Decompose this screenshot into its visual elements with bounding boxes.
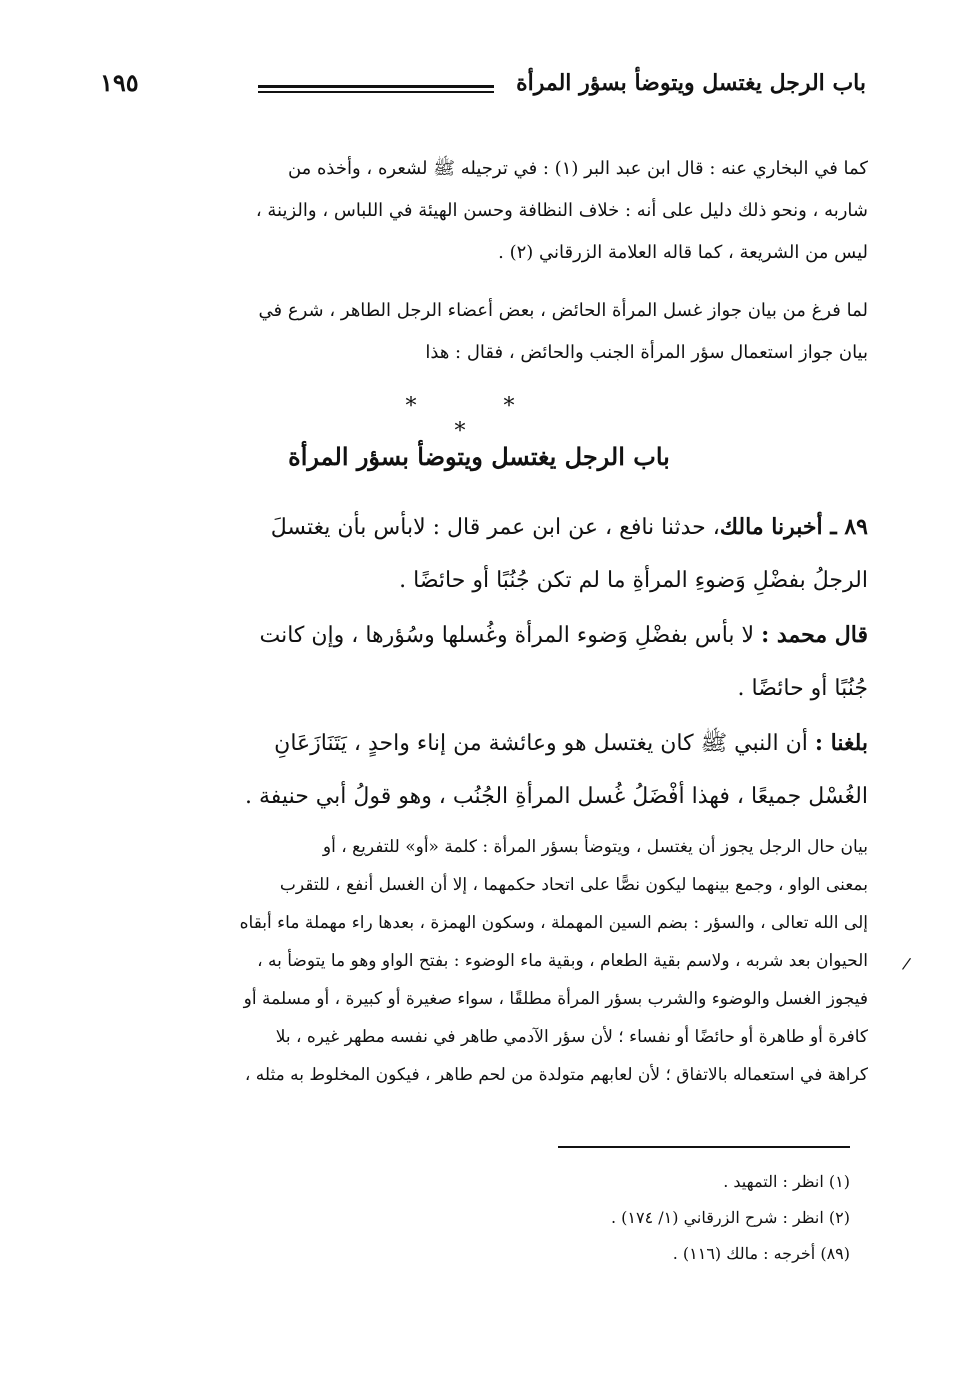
header-rule — [258, 85, 494, 93]
commentary — [98, 828, 868, 1094]
balaghana-text: أن النبي ﷺ كان يغتسل هو وعائشة من إناء واحدٍ ، يَتَنَازَعَانِ — [274, 731, 808, 756]
footnote: (٢) انظر : شرح الزرقاني (١/ ١٧٤) . — [610, 1208, 850, 1227]
text-line: فيجوز الغسل والوضوء والشرب بسؤر المرأة مطلقًا ، سواء صغيرة أو كبيرة ، أو مسلمة أو — [243, 989, 868, 1009]
text-line: بيان جواز استعمال سؤر المرأة الجنب والحائض ، فقال : هذا — [425, 342, 868, 363]
text-line: بيان حال الرجل يجوز أن يغتسل ، ويتوضأ بسؤر المرأة : كلمة «أو» للتفريع ، أو — [322, 837, 868, 857]
text-line: كراهة في استعماله بالاتفاق ؛ لأن لعابهم متولدة من لحم طاهر ، فيكون المخلوط به مثله ، — [244, 1065, 868, 1085]
text-line: كما في البخاري عنه : قال ابن عبد البر (١) : في ترجيله ﷺ لشعره ، وأخذه من — [287, 158, 868, 179]
text-line: ليس من الشريعة ، كما قاله العلامة الزرقاني (٢) . — [498, 242, 868, 263]
running-header — [100, 66, 866, 110]
footnote-divider — [558, 1146, 850, 1148]
text-line: كافرة أو طاهرة أو حائضًا أو نفساء ؛ لأن سؤر الآدمي طاهر في نفسه مطهر غيره ، بلا — [275, 1027, 868, 1047]
text-line: شاربه ، ونحو ذلك دليل على أنه : خلاف النظافة وحسن الهيئة في اللباس ، والزينة ، — [255, 200, 868, 221]
text-line — [98, 716, 868, 770]
footnote: (١) انظر : التمهيد . — [723, 1172, 850, 1191]
running-title: باب الرجل يغتسل ويتوضأ بسؤر المرأة — [516, 70, 866, 96]
hadith-text: ، حدثنا نافع ، عن ابن عمر قال : لابأس بأن يغتسلَ — [270, 515, 720, 540]
footnote: (٨٩) أخرجه : مالك (١١٦) . — [672, 1244, 850, 1263]
section-title: باب الرجل يغتسل ويتوضأ بسؤر المرأة — [288, 442, 670, 471]
balaghana — [98, 716, 868, 824]
intro-paragraph-1 — [98, 148, 868, 274]
hadith-89 — [98, 500, 868, 608]
text-line: بمعنى الواو ، وجمع بينهما ليكون نصًّا على اتحاد حكمهما ، إلا أن الغسل أنفع ، للتقرب — [279, 875, 868, 895]
qala-muhammad-text: لا بأس بفضْلِ وَضوء المرأة وغُسلها وسُؤرها ، وإن كانت — [259, 623, 755, 648]
qala-muhammad — [98, 608, 868, 716]
text-line: الغُسْل جميعًا ، فهذا أفْضَلُ غُسل المرأةِ الجُنُب ، وهو قولُ أبي حنيفة . — [245, 784, 868, 809]
intro-paragraph-2 — [98, 290, 868, 374]
section-separator: * * * — [405, 394, 555, 444]
text-line: الحيوان بعد شربه ، ولاسم بقية الطعام ، وبقية ماء الوضوء : بفتح الواو وهو ما يتوضأ به ، — [257, 951, 868, 971]
footnotes — [500, 1164, 850, 1272]
text-line: إلى الله تعالى ، والسؤر : بضم السين المهملة ، وسكون الهمزة ، بعدها راء مهملة ماء أبقاه — [239, 913, 868, 933]
margin-mark: / — [901, 953, 913, 974]
page-number: ١٩٥ — [100, 68, 139, 97]
text-line: جُنُبًا أو حائضًا . — [737, 676, 868, 701]
text-line: لما فرغ من بيان جواز غسل المرأة الحائض ، بعض أعضاء الرجل الطاهر ، شرع في — [258, 300, 868, 321]
hadith-number-lead: ٨٩ ـ أخبرنا مالك — [719, 514, 868, 540]
text-line — [98, 500, 868, 554]
text-line: الرجلُ بفضْلِ وَضوءِ المرأةِ ما لم تكن جُنُبًا أو حائضًا . — [399, 568, 868, 593]
balaghana-lead: بلغنا : — [814, 730, 868, 756]
text-line — [98, 608, 868, 662]
qala-muhammad-lead: قال محمد : — [761, 622, 868, 648]
